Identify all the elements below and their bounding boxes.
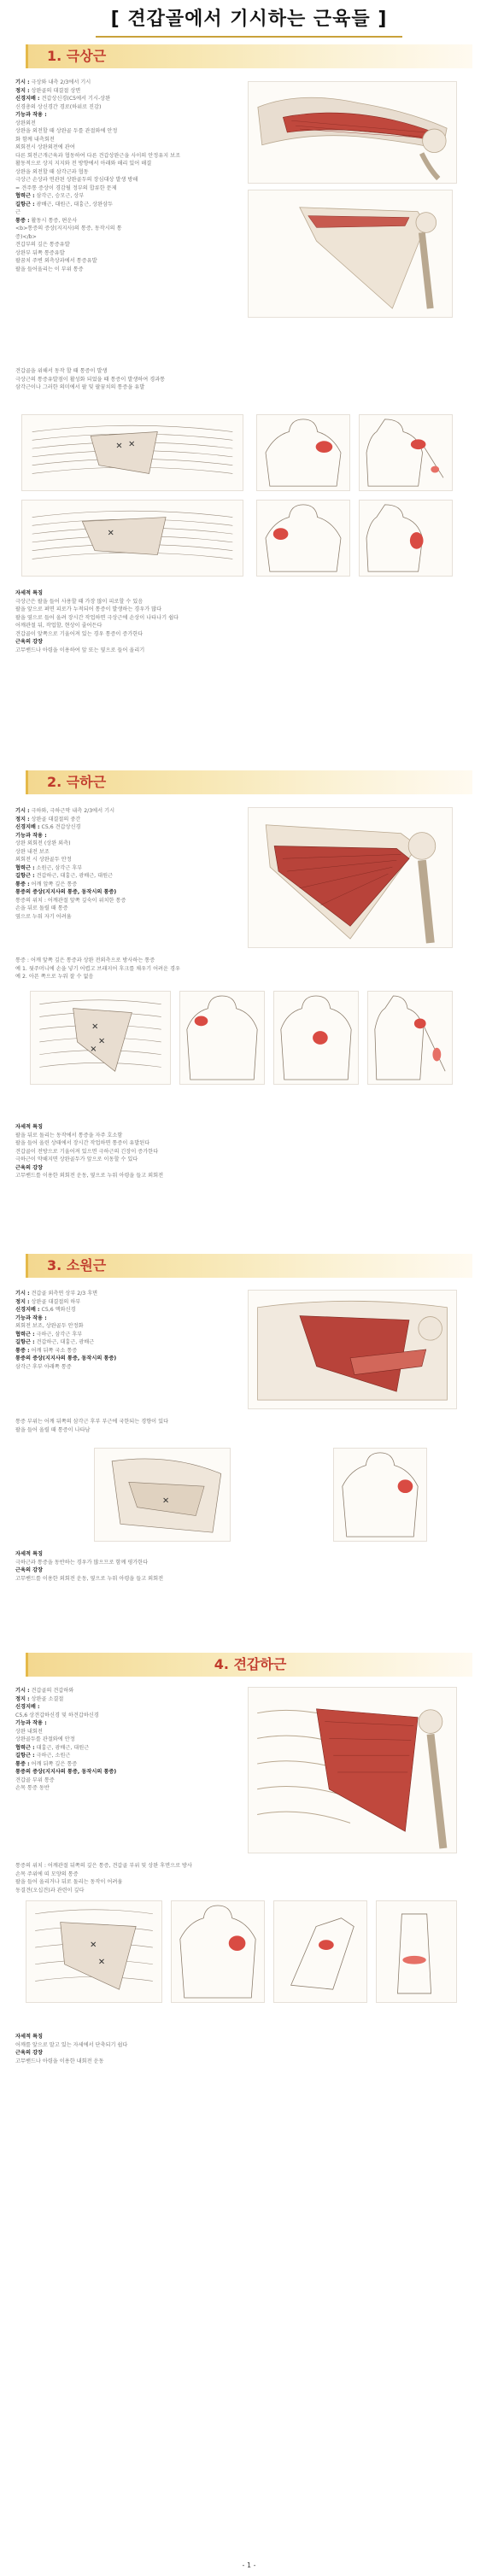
text-line: 정지 : 상완골 대결절의 하부 bbox=[15, 1298, 81, 1305]
text-line: 팔을 옆으로 들어 올려 장시간 작업하면 극상근에 손상이 나타나기 쉽다 bbox=[15, 614, 179, 621]
text-line: 견갑골을 위해서 동작 할 때 통증이 발생 bbox=[15, 368, 108, 374]
pain-pattern-figure-2b bbox=[179, 991, 265, 1085]
text-line: 팔꿈치 주변 외측상과에서 통증유발 bbox=[15, 258, 97, 264]
text-line: 화 함께 내측회전 bbox=[15, 136, 55, 143]
pain-pattern-figure-1b bbox=[256, 414, 350, 491]
text-line: 협력근 : 삼각근, 승모근, 상부 bbox=[15, 193, 85, 199]
text-line: 극상근의 통증유발점이 활성화 되었을 때 통증이 발생하여 경과통 bbox=[15, 376, 166, 383]
notes-title: 자세적 특징 bbox=[15, 1551, 44, 1557]
section-4-details bbox=[15, 1687, 246, 1793]
teres-minor-illustration bbox=[248, 1290, 457, 1409]
text-line: 극상근은 팔을 들어 사용할 때 가장 많이 피로할 수 있음 bbox=[15, 598, 144, 605]
section-title: 3. 소원근 bbox=[47, 1256, 107, 1273]
text-line: 극상근 손상과 연관된 상완골두의 장심대상 발생 방해 bbox=[15, 177, 138, 183]
text-line: 삼각근이나 그러한 의미에서 팔 및 팔꿈치의 통증을 유발 bbox=[15, 384, 145, 390]
text-line: 기능과 작용 : bbox=[15, 1720, 47, 1726]
section-supraspinatus bbox=[26, 44, 472, 68]
trigger-point-figure-1a bbox=[21, 414, 243, 491]
text-line: 팔을 앞으로 펴면 피로가 누적되어 통증이 발생하는 경우가 많다 bbox=[15, 606, 162, 612]
text-line: 고무밴드를 이용한 외회전 운동, 옆으로 누워 아령을 들고 외회전 bbox=[15, 1173, 164, 1179]
text-line: 신경지배 : bbox=[15, 1704, 40, 1710]
text-line: 고무밴드나 아령을 이용한 내회전 운동 bbox=[15, 2058, 104, 2064]
text-line: 외회전시 상완외전에 관여 bbox=[15, 144, 75, 150]
section-subscapularis bbox=[26, 1653, 472, 1677]
text-line: 다른 회전근개근육과 협동하여 다른 견갑상완근을 사이의 안정유지 보조 bbox=[15, 152, 181, 159]
notes-title: 자세적 특징 bbox=[15, 590, 44, 596]
text-line: 외회전 보조, 상완골두 안정화 bbox=[15, 1323, 84, 1329]
text-line: 팔을 들어 올릴 때 통증이 나타남 bbox=[15, 1426, 91, 1433]
text-line: 손을 뒤로 돌릴 때 통증 bbox=[15, 905, 68, 911]
text-line: 통증 : 활동시 통증, 편운사 bbox=[15, 217, 78, 224]
section-header bbox=[26, 1254, 472, 1278]
notes-title: 자세적 특징 bbox=[15, 2034, 44, 2040]
text-line: 견갑골이 앞쪽으로 기울어져 있는 경우 통증이 증가한다 bbox=[15, 630, 144, 637]
text-line: 팔을 뒤로 돌리는 동작에서 통증을 자주 호소함 bbox=[15, 1132, 123, 1139]
text-line: 통증 : 어깨 앞쪽 깊은 통증과 상완 전외측으로 방사하는 통증 bbox=[15, 957, 155, 963]
text-line: 팔을 들어 올리거나 뒤로 돌리는 동작이 어려움 bbox=[15, 1879, 123, 1885]
pain-pattern-figure-4d bbox=[376, 1900, 457, 2003]
text-line: 상완부 뒤쪽 통증유발 bbox=[15, 249, 65, 256]
infraspinatus-illustration bbox=[248, 807, 453, 948]
text-line: 정지 : 상완골 소결절 bbox=[15, 1695, 64, 1702]
text-line: 정지 : 상완골 대결절의 중간 bbox=[15, 816, 81, 823]
text-line: 정지 : 상완골의 대결절 상면 bbox=[15, 87, 81, 94]
text-line: <b>통증의 증상(지지사)의 통증, 동작시의 통 bbox=[15, 225, 122, 231]
text-line: = 견주통 증상이 경감될 정부의 합류한 문제 bbox=[15, 184, 117, 191]
text-line: 고무밴드나 아령을 이용하여 앞 또는 옆으로 들어 올리기 bbox=[15, 647, 145, 653]
text-line: 통증 부위는 어깨 뒤쪽의 삼각근 후부 부근에 국한되는 경향이 있다 bbox=[15, 1419, 169, 1425]
pain-pattern-figure-1c bbox=[359, 414, 453, 491]
section-title: 2. 극하근 bbox=[47, 773, 107, 790]
text-line: 길항근 : 극하근, 소원근 bbox=[15, 1753, 71, 1759]
section-4-notes bbox=[15, 2033, 451, 2065]
text-line: 활동적으로 상지 지지와 전 방향에서 아래와 해리 있어 해결 bbox=[15, 161, 152, 167]
text-line: 옆으로 누워 자기 어려움 bbox=[15, 913, 72, 920]
section-3-details bbox=[15, 1290, 246, 1371]
notes-title-2: 근육의 강장 bbox=[15, 2050, 44, 2056]
text-line: 삼각근 후부 아래쪽 통증 bbox=[15, 1363, 72, 1370]
section-teres-minor bbox=[26, 1254, 472, 1278]
svg-text:✕: ✕ bbox=[91, 1022, 99, 1033]
text-line: 기시 : 견갑골 외측연 상부 2/3 후면 bbox=[15, 1291, 98, 1297]
text-line: 통증 : 어깨 뒤쪽 깊은 통증 bbox=[15, 1760, 78, 1767]
text-line: 길항근 : 광배근, 대원근, 대흉근, 상완삼두 bbox=[15, 201, 114, 208]
pain-pattern-figure-4b bbox=[171, 1900, 265, 2003]
page-header bbox=[0, 5, 498, 38]
text-line: 상완 외회전 (상완 외측) bbox=[15, 840, 71, 846]
text-line: 손목 통증 동반 bbox=[15, 1785, 50, 1791]
trigger-point-figure-3a bbox=[94, 1448, 231, 1542]
text-line: 기능과 작용 : bbox=[15, 1314, 47, 1321]
section-infraspinatus bbox=[26, 770, 472, 794]
trigger-point-figure-4a bbox=[26, 1900, 162, 2003]
section-1-notes bbox=[15, 589, 451, 654]
pain-pattern-figure-1e bbox=[256, 500, 350, 577]
text-line: 팔을 들어올리는 이 부위 통증 bbox=[15, 266, 84, 272]
text-line: 협력근 : 극하근, 삼각근 후부 bbox=[15, 1331, 83, 1338]
section-title: 1. 극상근 bbox=[47, 47, 107, 64]
svg-text:✕: ✕ bbox=[107, 529, 114, 539]
text-line: 상완을 외전할 때 삼각근과 협동 bbox=[15, 168, 89, 175]
text-line: 통증의 증상(지지사의 통증, 동작시의 통증) bbox=[15, 889, 117, 895]
text-line: 견갑부의 깊은 통증유발 bbox=[15, 242, 70, 248]
text-line: 통증 : 어깨 뒤쪽 국소 통증 bbox=[15, 1347, 78, 1354]
section-3-notes bbox=[15, 1550, 451, 1583]
text-line: 예 1. 뒷주머니에 손을 넣기 어렵고 브래지어 후크를 채우기 어려운 경우 bbox=[15, 965, 180, 972]
text-line: 통증 : 어깨 앞쪽 깊은 통증 bbox=[15, 881, 78, 887]
text-line: 신경지배 : C5,6 액와신경 bbox=[15, 1307, 76, 1313]
section-title: 4. 견갑하근 bbox=[214, 1655, 287, 1672]
text-line: 길항근 : 견갑하근, 대흉근, 광배근, 대원근 bbox=[15, 873, 114, 879]
section-1-details bbox=[15, 79, 246, 273]
pain-pattern-figure-4c bbox=[273, 1900, 367, 2003]
text-line: 외회전 시 상완골두 안정 bbox=[15, 857, 72, 863]
text-line: 기시 : 견갑골의 견갑하와 bbox=[15, 1688, 74, 1694]
section-1-summary bbox=[15, 367, 451, 392]
text-line: 협력근 : 대흉근, 광배근, 대원근 bbox=[15, 1744, 90, 1751]
text-line: 신경지배 : C5,6 견갑상신경 bbox=[15, 824, 81, 830]
text-line: C5,6 상견갑하신경 및 하견갑하신경 bbox=[15, 1712, 99, 1718]
text-line: 상완골두를 관절와에 안정 bbox=[15, 1736, 75, 1742]
section-header bbox=[26, 44, 472, 68]
pain-pattern-figure-3b bbox=[333, 1448, 427, 1542]
text-line: 견갑골이 전방으로 기울어져 있으면 극하근의 긴장이 증가한다 bbox=[15, 1148, 159, 1155]
trigger-point-figure-1d bbox=[21, 500, 243, 577]
text-line: 극하근이 약해지면 상완골두가 앞으로 이동할 수 있다 bbox=[15, 1156, 138, 1162]
text-line: 어깨관절 뒤, 작업할, 현상이 줄어든다 bbox=[15, 623, 103, 629]
supraspinatus-illustration bbox=[248, 81, 457, 184]
svg-text:✕: ✕ bbox=[90, 1045, 97, 1055]
trigger-point-figure-2a bbox=[30, 991, 171, 1085]
pain-pattern-figure-1f bbox=[359, 500, 453, 577]
section-header bbox=[26, 770, 472, 794]
svg-text:✕: ✕ bbox=[97, 1957, 106, 1967]
text-line: 예 2. 아픈 쪽으로 누워 잘 수 없음 bbox=[15, 974, 94, 980]
text-line: 근 bbox=[15, 209, 21, 215]
text-line: 상완 내회전 bbox=[15, 1728, 43, 1735]
notes-title-2: 근육의 강장 bbox=[15, 639, 44, 645]
text-line: 견갑골 부위 통증 bbox=[15, 1777, 55, 1783]
text-line: 신경지배 : 견갑상신경(C5에서 기시-상완 bbox=[15, 96, 111, 102]
text-line: 고무밴드를 이용한 외회전 운동, 옆으로 누워 아령을 들고 외회전 bbox=[15, 1575, 164, 1582]
notes-title-2: 근육의 강장 bbox=[15, 1164, 44, 1171]
text-line: 협력근 : 소원근, 삼각근 후부 bbox=[15, 864, 83, 871]
text-line: 상완을 외전할 때 상완골 두를 관절와에 안정 bbox=[15, 128, 118, 134]
scapula-illustration bbox=[248, 190, 453, 318]
section-2-notes bbox=[15, 1123, 451, 1180]
page-title: [ 견갑골에서 기시하는 근육들 ] bbox=[96, 5, 403, 38]
text-line: 통증의 위치 : 어깨관절 뒤쪽의 깊은 통증, 견갑골 부위 및 상완 후면으로 방사 bbox=[15, 1863, 192, 1869]
text-line: 어깨를 앞으로 말고 있는 자세에서 단축되기 쉽다 bbox=[15, 2041, 128, 2048]
section-2-details bbox=[15, 807, 246, 921]
text-line: 상완외전 bbox=[15, 120, 36, 126]
text-line: 동결견(오십견)과 관련이 깊다 bbox=[15, 1887, 85, 1894]
text-line: 증)</b> bbox=[15, 233, 37, 240]
notes-title: 자세적 특징 bbox=[15, 1124, 44, 1130]
subscapularis-illustration bbox=[248, 1687, 457, 1853]
text-line: 기능과 작용 : bbox=[15, 832, 47, 839]
svg-text:✕: ✕ bbox=[98, 1036, 106, 1046]
svg-text:✕: ✕ bbox=[115, 442, 123, 452]
section-2-summary bbox=[15, 957, 451, 981]
svg-text:✕: ✕ bbox=[90, 1941, 97, 1951]
text-line: 길항근 : 견갑하근, 대흉근, 광배근 bbox=[15, 1339, 95, 1345]
text-line: 기시 : 극상와 내측 2/3에서 기시 bbox=[15, 79, 91, 85]
text-line: 통증의 증상(지지사의 통증, 동작시의 통증) bbox=[15, 1769, 117, 1775]
notes-title-2: 근육의 강장 bbox=[15, 1567, 44, 1573]
svg-text:✕: ✕ bbox=[128, 440, 136, 450]
text-line: 통증의 증상(지지사의 통증, 동작시의 통증) bbox=[15, 1355, 117, 1361]
text-line: 손목 주위에 띠 모양의 통증 bbox=[15, 1871, 79, 1877]
pain-pattern-figure-2c bbox=[273, 991, 359, 1085]
text-line: 극하근과 통증을 동반하는 경우가 많으므로 함께 평가한다 bbox=[15, 1559, 149, 1566]
section-4-summary bbox=[15, 1862, 451, 1894]
page-number: - 1 - bbox=[242, 2561, 256, 2569]
text-line: 통증의 위치 : 어깨관절 앞쪽 깊숙이 위치한 통증 bbox=[15, 897, 126, 904]
text-line: 기시 : 극하와, 극하근막 내측 2/3에서 기시 bbox=[15, 808, 115, 814]
text-line: 신경총의 상신경간 경로(하위로 진감) bbox=[15, 103, 102, 110]
svg-text:✕: ✕ bbox=[162, 1496, 170, 1506]
text-line: 상완 내전 보조 bbox=[15, 848, 50, 855]
section-3-summary bbox=[15, 1418, 451, 1434]
section-header bbox=[26, 1653, 472, 1677]
pain-pattern-figure-2d bbox=[367, 991, 453, 1085]
text-line: 팔을 들어 올린 상태에서 장시간 작업하면 통증이 유발된다 bbox=[15, 1140, 150, 1146]
text-line: 기능과 작용 : bbox=[15, 112, 47, 118]
